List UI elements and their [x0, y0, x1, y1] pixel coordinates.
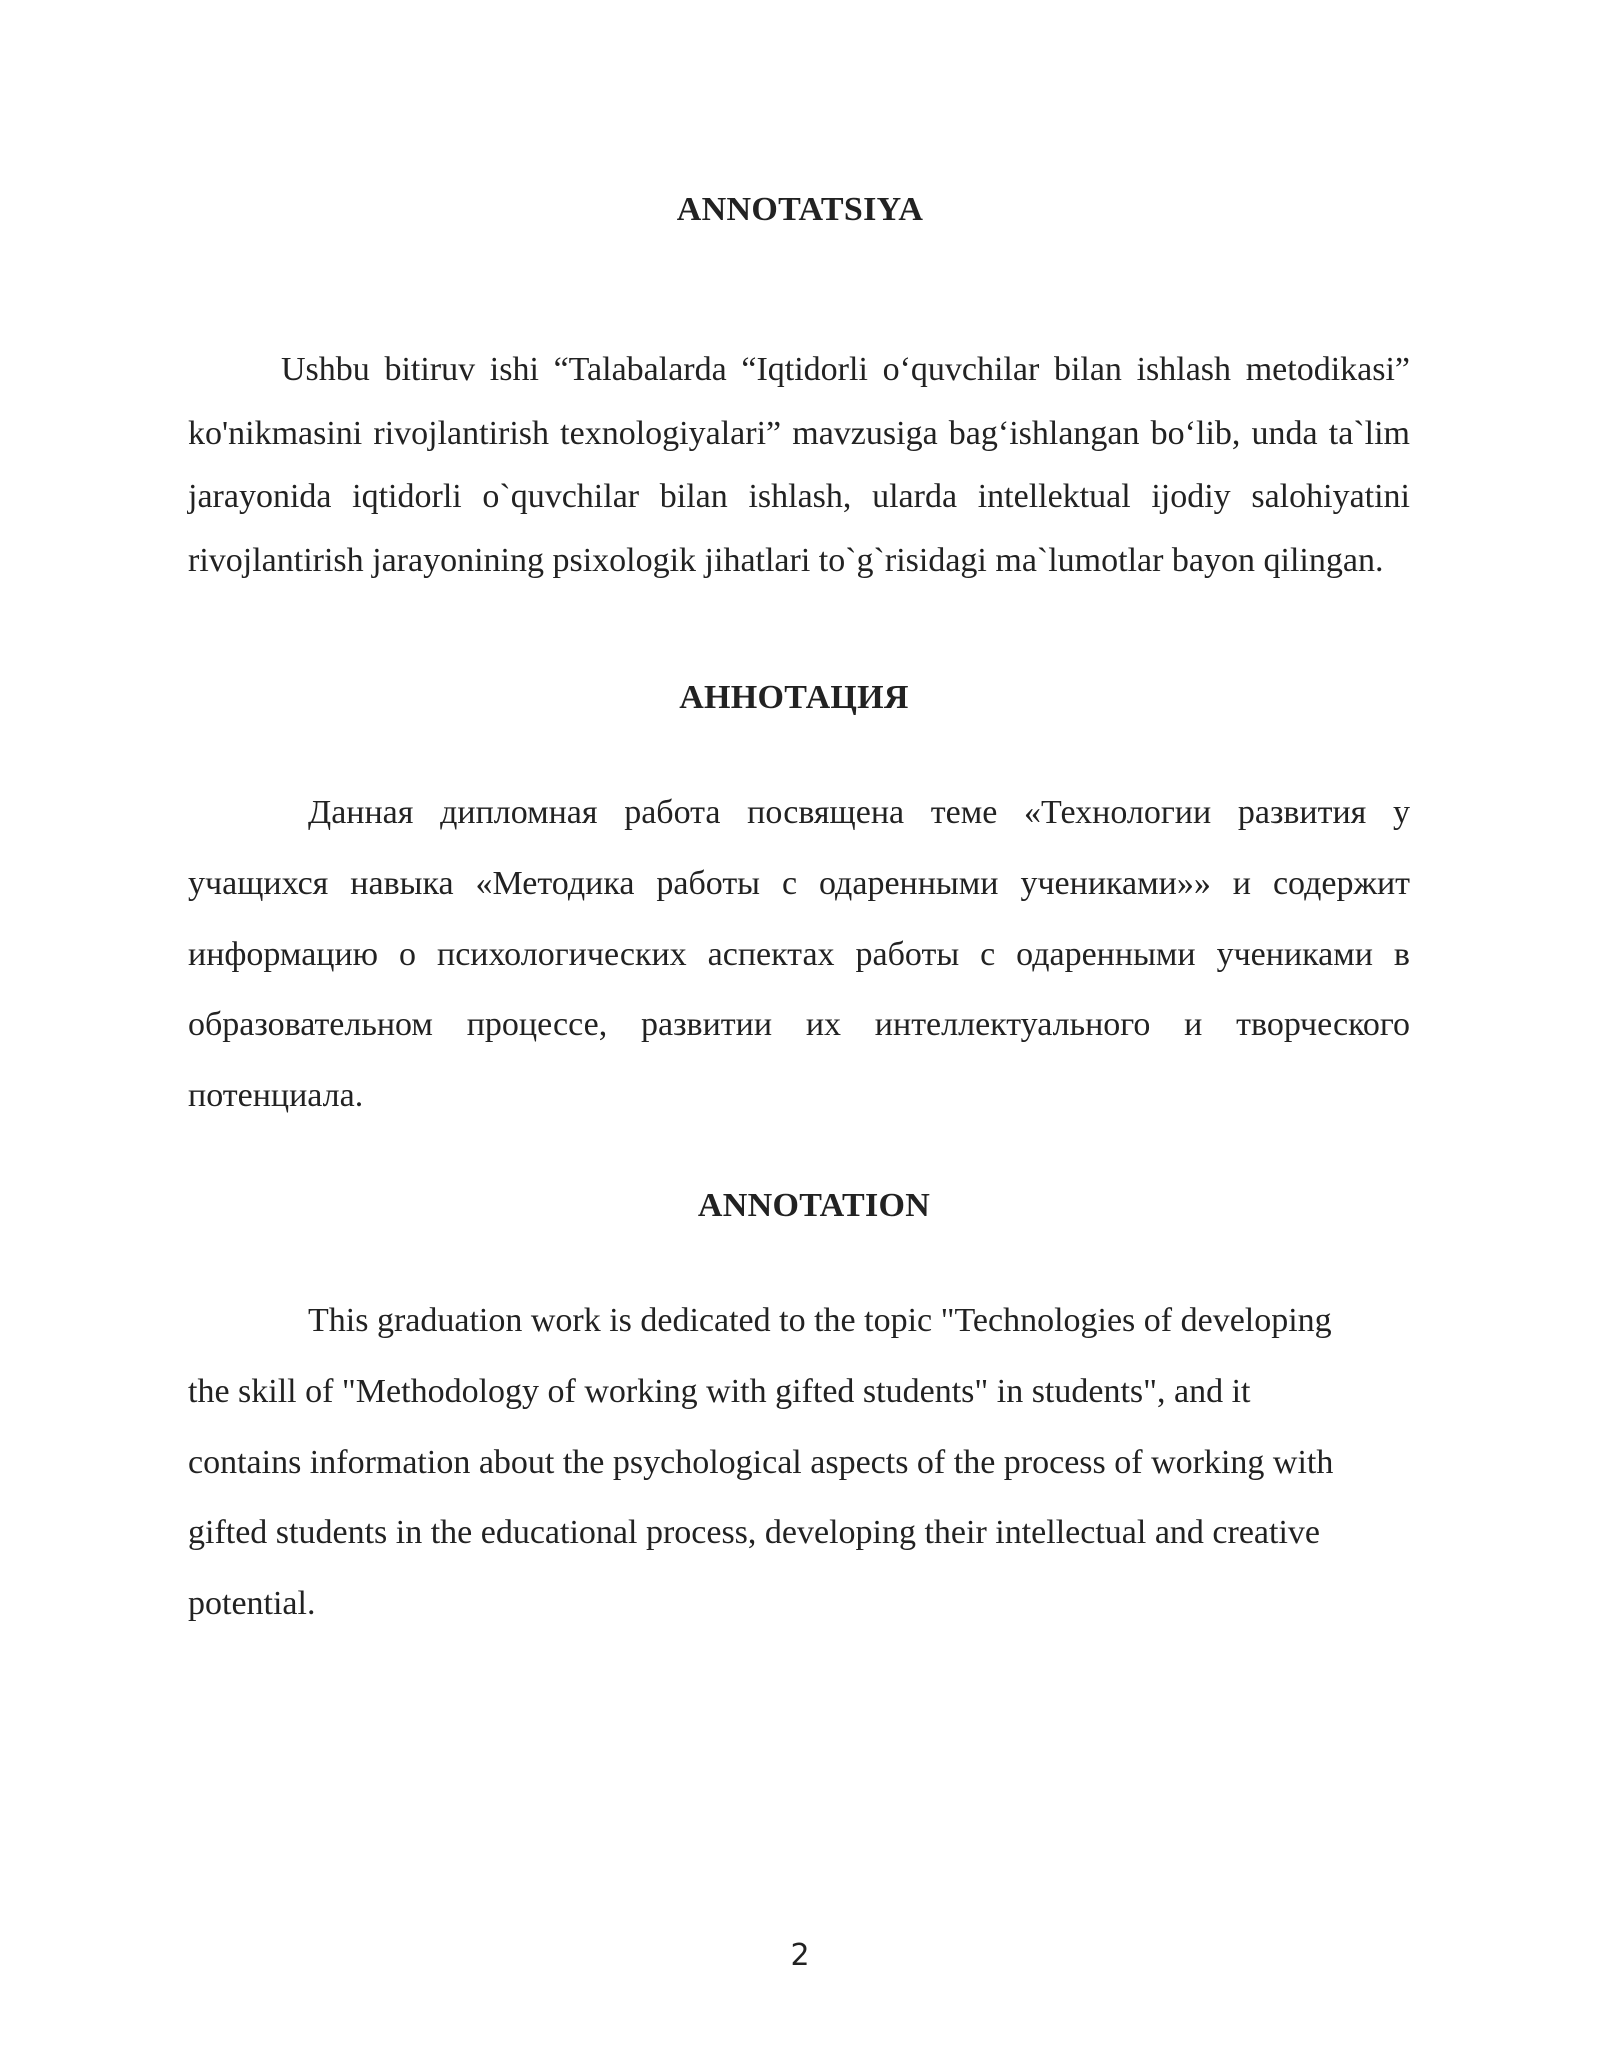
heading-annotaciya-ru: АННОТАЦИЯ: [679, 679, 909, 716]
heading-annotatsiya: ANNOTATSIYA: [676, 191, 924, 228]
heading-annotation-en: ANNOTATION: [697, 1187, 931, 1224]
paragraph-english-annotation: This graduation work is dedicated to the topic "Technologies of developing the skill of "Methodology of working with gifted students" in students", and it contains information about the psychological aspects of the process of working with gifted students in the educational process, developing their intellectual and creative potential.: [188, 1302, 1334, 1623]
paragraph-russian-annotation: Данная дипломная работа посвящена теме «Технологии развития у учащихся навыка «Методика работы с одаренными учениками»» и содержит информацию о психологических аспектах работы с одаренными учениками в образовательном процессе, развитии их интеллектуального и творческого потенциала.: [188, 794, 1410, 1115]
paragraph-uzbek-annotation: Ushbu bitiruv ishi “Talabalarda “Iqtidorli o‘quvchilar bilan ishlash metodikasi” ko'nikmasini rivojlantirish texnologiyalari” mavzusiga bag‘ishlangan bo‘lib, unda ta`lim jarayonida iqtidorli o`quvchilar bilan ishlash, ularda intellektual ijodiy salohiyatini rivojlantirish jarayonining psixologik jihatlari to`g`risidagi ma`lumotlar bayon qilingan.: [188, 351, 1410, 579]
page-number: 2: [790, 1938, 810, 1973]
